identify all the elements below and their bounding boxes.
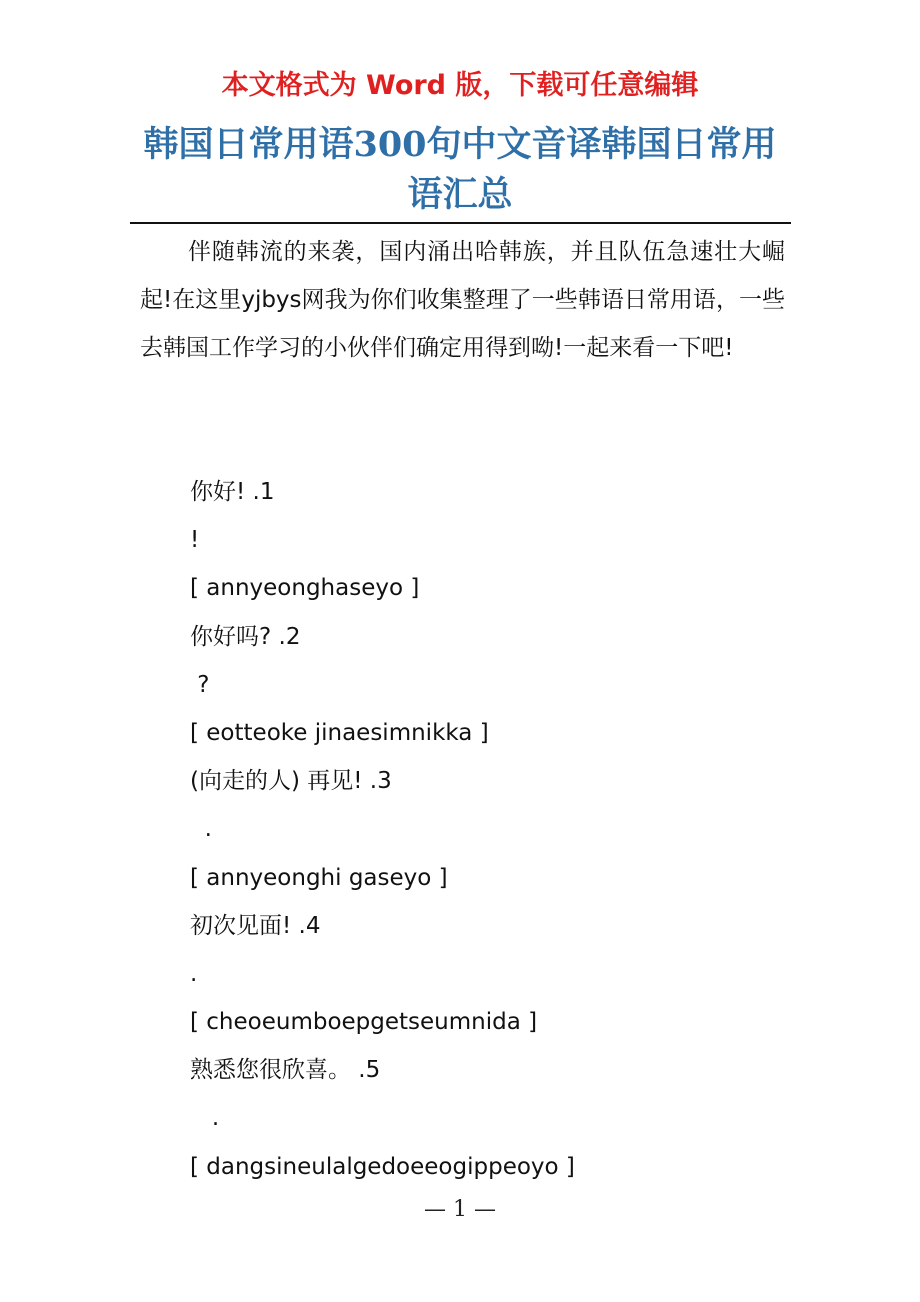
- document-title: 韩国日常用语300句中文音译韩国日常用语汇总: [143, 124, 777, 215]
- title-divider: [130, 222, 791, 224]
- phrase-chinese: 你好吗? .2: [190, 623, 301, 650]
- phrase-korean: !: [190, 527, 200, 554]
- phrase-korean: .: [190, 816, 212, 843]
- phrase-romanization: [ dangsineulalgedoeeogippeoyo ]: [190, 1153, 575, 1180]
- intro-paragraph: 伴随韩流的来袭，国内涌出哈韩族，并且队伍急速壮大崛起!在这里yjbys网我为你们收集整理了一些韩语日常用语，一些去韩国工作学习的小伙伴们确定用得到呦!一起来看一下吧!: [140, 239, 785, 361]
- phrase-korean: ?: [190, 671, 210, 698]
- phrase-chinese: (向走的人) 再见! .3: [190, 768, 392, 795]
- phrase-romanization: [ annyeonghaseyo ]: [190, 575, 420, 602]
- phrase-romanization: [ annyeonghi gaseyo ]: [190, 864, 448, 891]
- phrase-list: [190, 468, 750, 1191]
- phrase-korean: .: [190, 1105, 220, 1132]
- phrase-romanization: [ cheoeumboepgetseumnida ]: [190, 1009, 538, 1036]
- phrase-chinese: 你好! .1: [190, 479, 275, 505]
- phrase-romanization: [ eotteoke jinaesimnikka ]: [190, 719, 489, 746]
- format-notice: 本文格式为 Word 版，下载可任意编辑: [221, 70, 699, 101]
- phrase-korean: .: [190, 960, 198, 987]
- phrase-chinese: 熟悉您很欣喜。 .5: [190, 1057, 381, 1084]
- phrase-chinese: 初次见面! .4: [190, 912, 321, 939]
- page-number: — 1 —: [424, 1197, 496, 1222]
